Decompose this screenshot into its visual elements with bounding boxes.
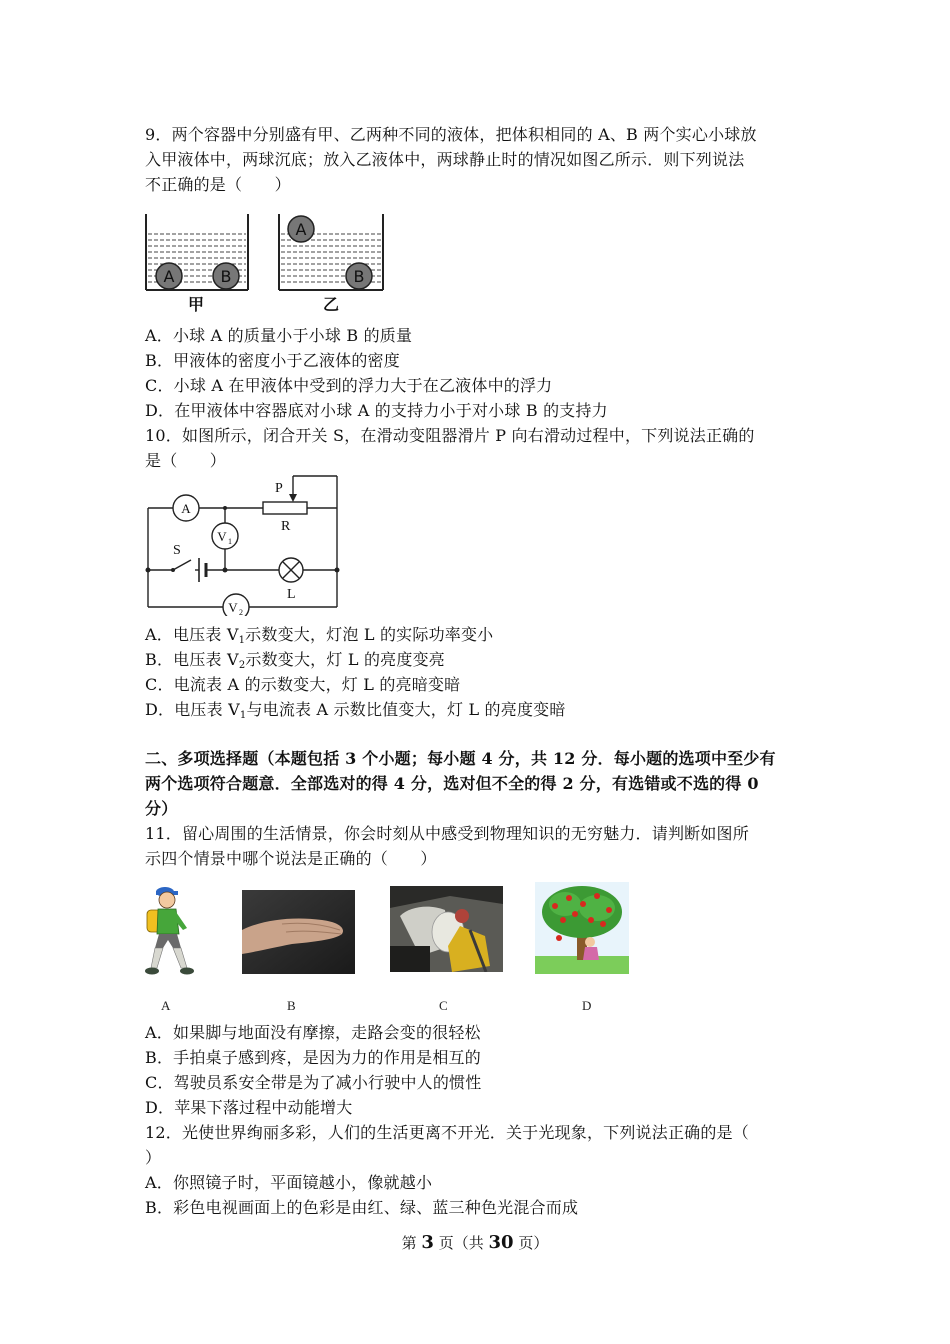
svg-text:B: B bbox=[220, 267, 232, 286]
svg-text:A: A bbox=[295, 220, 307, 239]
car-airbag-image bbox=[390, 886, 503, 972]
slider-label: P bbox=[275, 481, 283, 496]
q10-stem-line-2: 是（ ） bbox=[145, 451, 227, 470]
apple-tree-image bbox=[535, 882, 629, 974]
lamp-label: L bbox=[287, 587, 296, 602]
svg-text:2: 2 bbox=[239, 608, 243, 616]
svg-text:A: A bbox=[163, 267, 175, 286]
walking-boy-image bbox=[143, 882, 213, 978]
page-number: 3 bbox=[421, 1232, 434, 1253]
q9-option-a: A．小球 A 的质量小于小球 B 的质量 bbox=[145, 326, 413, 345]
label-jia: 甲 bbox=[187, 295, 205, 314]
q9-option-b: B．甲液体的密度小于乙液体的密度 bbox=[145, 351, 400, 370]
ammeter-symbol bbox=[173, 495, 199, 521]
photo-label-c: C bbox=[439, 998, 448, 1013]
rheostat-label: R bbox=[281, 519, 291, 534]
svg-text:A: A bbox=[181, 501, 191, 516]
q11-stem-line-2: 示四个情景中哪个说法是正确的（ ） bbox=[145, 849, 437, 868]
section2-heading-line-1: 二、多项选择题（本题包括 3 个小题；每小题 4 分，共 12 分．每小题的选项中至少有 bbox=[145, 749, 776, 768]
q11-stem-line-1: 11．留心周围的生活情景，你会时刻从中感受到物理知识的无穷魅力．请判断如图所 bbox=[145, 824, 749, 843]
hand-on-table-image bbox=[242, 890, 355, 974]
svg-text:V: V bbox=[228, 600, 238, 615]
photo-label-a: A bbox=[161, 998, 171, 1013]
photo-label-b: B bbox=[287, 998, 296, 1013]
q11-option-a: A．如果脚与地面没有摩擦，走路会变的很轻松 bbox=[145, 1023, 481, 1042]
q9-containers-figure bbox=[143, 210, 388, 316]
q9-stem-line-2: 入甲液体中，两球沉底；放入乙液体中，两球静止时的情况如图乙所示．则下列说法 bbox=[145, 150, 745, 169]
section2-heading-line-3: 分） bbox=[145, 799, 178, 818]
q10-stem-line-1: 10．如图所示，闭合开关 S，在滑动变阻器滑片 P 向右滑动过程中，下列说法正确的 bbox=[145, 426, 755, 445]
q11-option-c: C．驾驶员系安全带是为了减小行驶中人的惯性 bbox=[145, 1073, 482, 1092]
container-jia bbox=[146, 214, 248, 314]
q10-option-b: B．电压表 $V_2$示数变大，灯 L 的亮度变亮 bbox=[145, 650, 445, 671]
q12-option-b: B．彩色电视画面上的色彩是由红、绿、蓝三种色光混合而成 bbox=[145, 1198, 579, 1217]
q9-option-c: C．小球 A 在甲液体中受到的浮力大于在乙液体中的浮力 bbox=[145, 376, 553, 395]
container-yi bbox=[279, 214, 383, 314]
q10-option-d: D．电压表 $V_1$与电流表 A 示数比值变大，灯 L 的亮度变暗 bbox=[145, 700, 566, 721]
q9-option-d: D．在甲液体中容器底对小球 A 的支持力小于对小球 B 的支持力 bbox=[145, 401, 608, 420]
q9-stem-line-3: 不正确的是（ ） bbox=[145, 175, 291, 194]
q10-option-c: C．电流表 A 的示数变大，灯 L 的亮暗变暗 bbox=[145, 675, 461, 694]
svg-text:1: 1 bbox=[228, 537, 232, 546]
q9-stem-line-1: 9．两个容器中分别盛有甲、乙两种不同的液体，把体积相同的 A、B 两个实心小球放 bbox=[145, 125, 757, 144]
photo-label-d: D bbox=[582, 998, 592, 1013]
switch-label: S bbox=[173, 543, 181, 558]
page-footer: 第 3 页（共 30 页） bbox=[401, 1232, 549, 1253]
svg-text:B: B bbox=[353, 267, 365, 286]
q11-option-b: B．手拍桌子感到疼，是因为力的作用是相互的 bbox=[145, 1048, 481, 1067]
lamp-symbol bbox=[279, 558, 303, 582]
page-total: 30 bbox=[488, 1232, 514, 1253]
q10-circuit-diagram bbox=[143, 474, 343, 616]
voltmeter-v1-symbol bbox=[212, 523, 238, 549]
q11-option-d: D．苹果下落过程中动能增大 bbox=[145, 1098, 353, 1117]
voltmeter-v2-symbol bbox=[223, 594, 249, 616]
section2-heading-line-2: 两个选项符合题意．全部选对的得 4 分，选对但不全的得 2 分，有选错或不选的得 0 bbox=[145, 774, 759, 793]
q12-stem-line-1: 12．光使世界绚丽多彩，人们的生活更离不开光．关于光现象，下列说法正确的是（ bbox=[145, 1123, 749, 1142]
svg-text:V: V bbox=[217, 529, 227, 544]
q12-option-a: A．你照镜子时，平面镜越小，像就越小 bbox=[145, 1173, 433, 1192]
label-yi: 乙 bbox=[322, 295, 340, 314]
q10-option-a: A．电压表 $V_1$示数变大，灯泡 L 的实际功率变小 bbox=[145, 625, 494, 646]
q12-stem-line-2: ） bbox=[145, 1148, 162, 1167]
